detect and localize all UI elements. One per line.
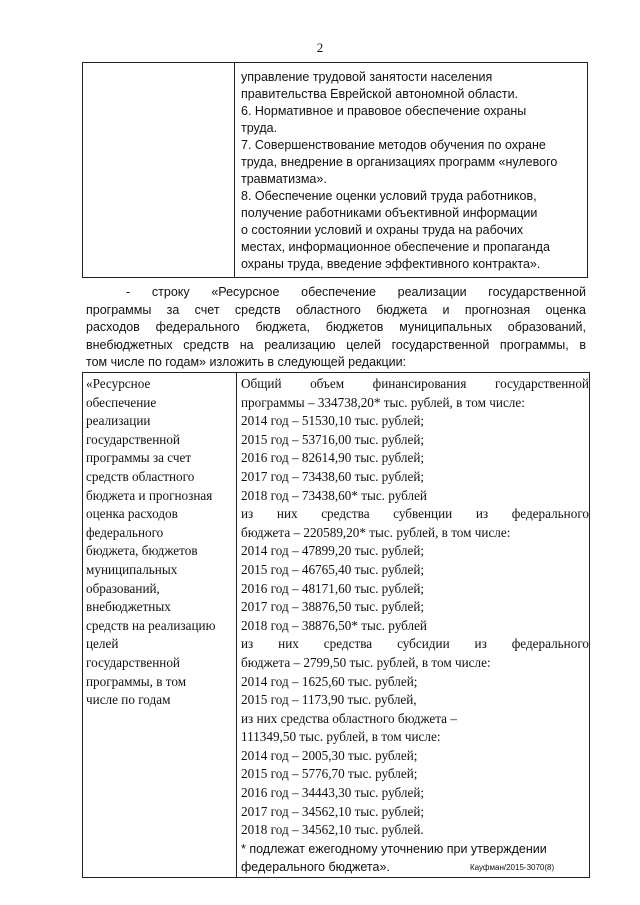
text-line: охраны труда, введение эффективного контракта». <box>241 257 541 271</box>
top-table-text-cell <box>235 63 588 278</box>
page-number: 2 <box>316 40 324 55</box>
funding-line: 2017 год – 38876,50 тыс. рублей; <box>241 599 425 615</box>
funding-line: 2018 год – 38876,50* тыс. рублей <box>241 617 427 633</box>
funding-line: 2016 год – 34443,30 тыс. рублей; <box>241 785 425 801</box>
top-table <box>82 62 588 278</box>
funding-line: 2017 год – 73438,60 тыс. рублей; <box>241 468 425 484</box>
label-line: федерального <box>86 524 164 540</box>
text-line: 6. Нормативное и правовое обеспечение охраны <box>241 104 527 118</box>
funding-line: 2015 год – 1173,90 тыс. рублей, <box>241 692 417 708</box>
footnote-line: федерального бюджета». <box>241 860 390 875</box>
text-line: местах, информационное обеспечение и пропаганда <box>241 240 550 254</box>
funding-line: 2018 год – 73438,60* тыс. рублей <box>241 487 427 503</box>
label-line: числе по годам <box>86 692 171 708</box>
resource-table-values-cell <box>237 373 590 878</box>
footnote-line: * подлежат ежегодному уточнению при утверждении <box>241 841 547 856</box>
label-line: оценка расходов <box>86 506 178 522</box>
label-line: образований, <box>86 580 160 596</box>
funding-line: 2014 год – 1625,60 тыс. рублей; <box>241 673 418 689</box>
label-line: бюджета и прогнозная <box>86 487 213 503</box>
paragraph-line: внебюджетных средств на реализацию целей государственной программы, в <box>86 337 586 352</box>
paragraph-line: расходов федерального бюджета, бюджетов муниципальных образований, <box>86 320 586 335</box>
label-line: внебюджетных <box>86 599 171 615</box>
funding-line: из них средства областного бюджета – <box>241 710 457 726</box>
label-line: средств областного <box>86 468 195 484</box>
funding-line: бюджета – 220589,20* тыс. рублей, в том числе: <box>241 524 511 540</box>
funding-line: 2015 год – 46765,40 тыс. рублей; <box>241 561 425 577</box>
text-line: правительства Еврейской автономной области. <box>241 87 519 101</box>
funding-line: из них средства субсидии из федерального <box>241 636 589 652</box>
funding-line: 2014 год – 51530,10 тыс. рублей; <box>241 413 425 429</box>
text-line: травматизма». <box>241 172 327 186</box>
paragraph-line: том числе по годам» изложить в следующей редакции: <box>86 355 407 370</box>
text-line: получение работниками объективной информации <box>241 206 538 220</box>
funding-line: 2014 год – 47899,20 тыс. рублей; <box>241 543 425 559</box>
funding-line: бюджета – 2799,50 тыс. рублей, в том числе: <box>241 654 491 670</box>
funding-line: 2016 год – 48171,60 тыс. рублей; <box>241 580 425 596</box>
label-line: государственной <box>86 431 180 447</box>
resource-table-label-cell <box>83 373 237 878</box>
text-line: о состоянии условий и охраны труда на рабочих <box>241 223 524 237</box>
label-line: целей <box>86 636 119 652</box>
label-line: государственной <box>86 654 180 670</box>
label-line: программы за счет <box>86 450 192 466</box>
label-line: муниципальных <box>86 561 178 577</box>
label-line: «Ресурсное <box>86 376 151 391</box>
funding-line: 2017 год – 34562,10 тыс. рублей; <box>241 803 425 819</box>
funding-line: программы – 334738,20* тыс. рублей, в том числе: <box>241 394 525 410</box>
resource-table <box>82 372 590 878</box>
funding-line: 111349,50 тыс. рублей, в том числе: <box>241 729 441 745</box>
label-line: бюджета, бюджетов <box>86 543 198 559</box>
label-line: средств на реализацию <box>86 617 216 633</box>
funding-line: 2015 год – 53716,00 тыс. рублей; <box>241 431 425 447</box>
label-line: обеспечение <box>86 394 157 410</box>
funding-line: 2016 год – 82614,90 тыс. рублей; <box>241 450 425 466</box>
funding-line: 2018 год – 34562,10 тыс. рублей. <box>241 822 424 838</box>
text-line: труда. <box>241 121 278 135</box>
text-line: труда, внедрение в организациях программ «нулевого <box>241 155 558 169</box>
funding-line: 2014 год – 2005,30 тыс. рублей; <box>241 747 418 763</box>
paragraph-line: - строку «Ресурсное обеспечение реализации государственной <box>126 285 586 299</box>
text-line: управление трудовой занятости населения <box>241 70 493 84</box>
top-table-empty-cell <box>83 63 235 278</box>
funding-line: из них средства субвенции из федерального <box>241 506 589 522</box>
paragraph-line: программы за счет средств областного бюджета и прогнозная оценка <box>86 302 586 317</box>
funding-line: 2015 год – 5776,70 тыс. рублей; <box>241 766 418 782</box>
label-line: программы, в том <box>86 673 187 689</box>
amendment-paragraph <box>86 284 586 372</box>
text-line: 7. Совершенствование методов обучения по охране <box>241 138 546 152</box>
text-line: 8. Обеспечение оценки условий труда работников, <box>241 189 537 203</box>
funding-line: Общий объем финансирования государственной <box>241 376 589 391</box>
document-code: Кауфман/2015-3070(8) <box>470 863 555 872</box>
label-line: реализации <box>86 413 151 429</box>
